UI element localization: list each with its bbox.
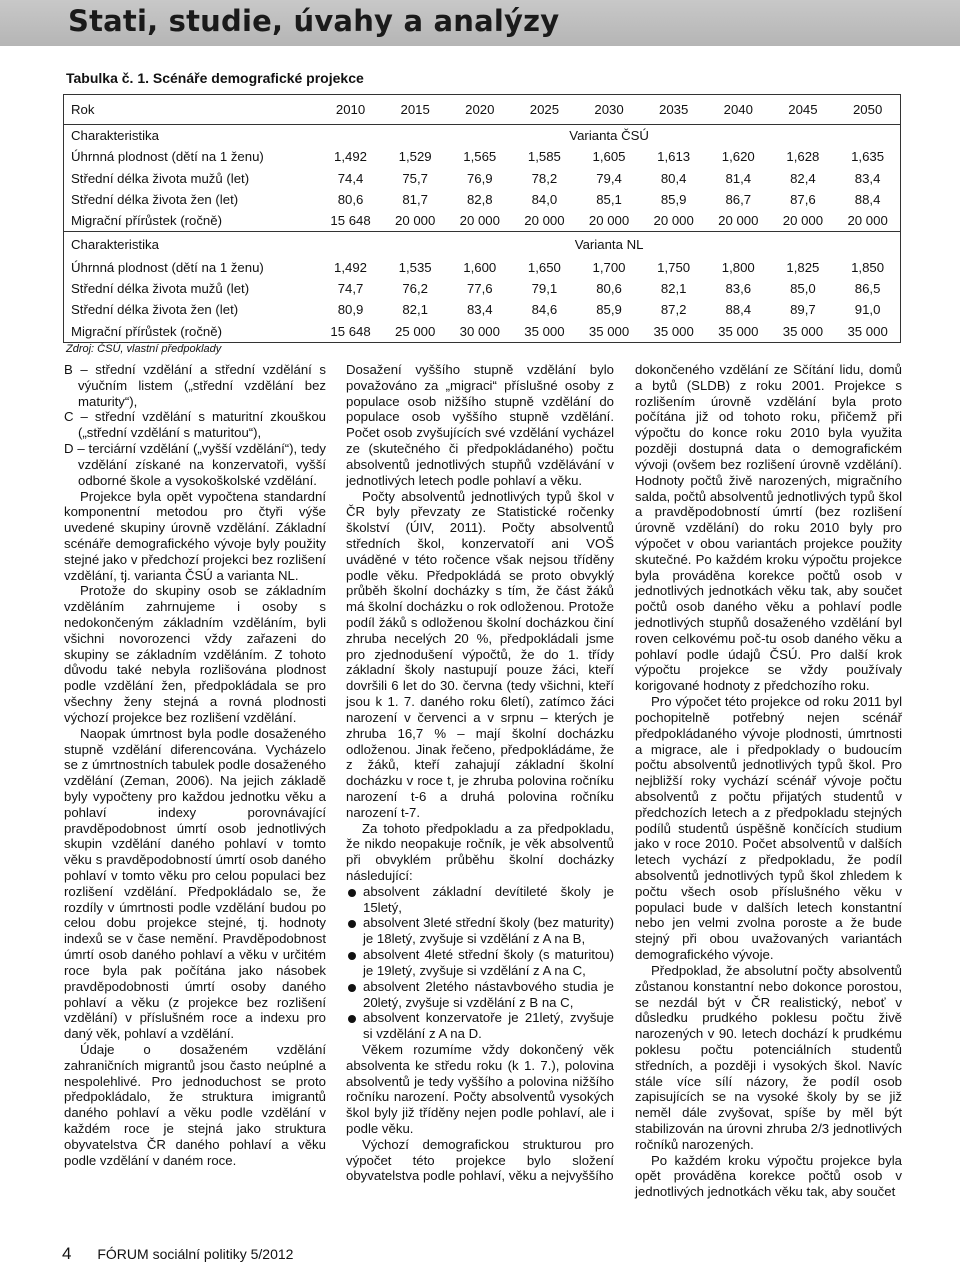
paragraph: Údaje o dosaženém vzdělání zahraničních migrantů jsou často neúplné a nespolehlivé. Pro jednoduchost se proto předpokládalo, že struktura imigrantů daného pohlaví a věku podle vzdělání v každém roce je stejná jako struktura obyvatelstva ČR daného pohlaví a věku podle vzdělání v daném roce. (64, 1041, 326, 1168)
header-year: 2030 (577, 95, 642, 125)
table-cell: 82,4 (790, 170, 816, 186)
header-year: 2025 (512, 95, 577, 125)
table-cell: 1,850 (851, 259, 885, 275)
table-row (64, 146, 901, 167)
bullet-list (346, 884, 614, 1042)
table-cell: 85,1 (596, 192, 622, 208)
table-cell: 20 000 (588, 213, 630, 229)
table-cell: 91,0 (854, 302, 881, 318)
section-characteristic-label: Charakteristika (64, 232, 319, 257)
table-cell: 35 000 (718, 323, 759, 339)
paragraph: Projekce byla opět vypočtena standardní komponentní metodou pro čtyři výše uvedené skupiny úrovně vzdělání. Základní scénáře demografického vývoje byly použity stejné jako v předchozí projekci bez rozlišení vzdělání, tj. varianta ČSÚ a varianta NL. (64, 488, 326, 583)
table-cell: 74,7 (337, 280, 364, 296)
table-cell: 35 000 (782, 323, 824, 339)
table-cell: 1,605 (592, 149, 626, 165)
table-cell: 20 000 (394, 213, 436, 229)
table-cell: 79,1 (531, 280, 558, 296)
paragraph: Výchozí demografickou strukturou pro výpočet této projekce bylo složení obyvatelstva podle pohlaví, věku a nejvyššího (346, 1136, 614, 1184)
table-cell: 1,492 (334, 259, 368, 275)
table-cell: 87,6 (790, 192, 816, 208)
paragraph: Naopak úmrtnost byla podle dosaženého stupně vzdělání diferencována. Vycházelo se z úmrtnostních tabulek podle dosaženého vzdělání (Zeman, 2006). Na jejich základě byly vypočteny pro každou jednotku věku a pohlaví indexy porovnávající pravděpodobnost úmrtí osob jednotlivých skupin vzdělání daného pohlaví v tomto věku s pravděpodobností úmrtí osob daného pohlaví v tomto věku pro celou populaci bez rozlišení vzdělání. Předpokládalo se, že rozdíly v úmrtnosti podle vzdělání budou po celou dobu projekce stejné, tj. hodnoty indexů se v čase nemění. Pravděpodobnost úmrtí osob daného pohlaví a věku v určitém roce byla pak počítána jako násobek pravděpodobnosti úmrtí osoby daného pohlaví a věku (z projekce bez rozlišení vzdělání) v příslušném roce a indexu pro daný věk, pohlaví a vzdělání. (64, 725, 326, 1042)
table-cell: 81,7 (402, 192, 428, 208)
header-year: 2035 (641, 95, 706, 125)
table-cell: 1,825 (786, 259, 820, 275)
table-cell: 1,565 (463, 149, 497, 165)
paragraph: Po každém kroku výpočtu projekce byla opět prováděna korekce počtů osob v jednotlivých jednotkách věku tak, aby součet (635, 1152, 902, 1200)
table-row (64, 320, 901, 342)
table-cell: 35 000 (588, 323, 630, 339)
table-cell: 85,9 (660, 192, 687, 208)
definition-item: D – terciární vzdělání („vyšší vzdělání“), tedy vzdělání získané na konzervatoři, vyšší odborné škole a vysokoškolské vzdělání. (64, 441, 326, 488)
table-row (64, 278, 901, 299)
section-header-row (64, 232, 901, 257)
paragraph: Předpoklad, že absolutní počty absolventů zůstanou konstantní nebo dokonce porostou, se nezdál být v ČR realistický, neboť v důsledku prudkého poklesu počtu živě narozených v 90. letech dochází k prudkému poklesu počtu potenciálních studentů středních, a později i vysokých škol. Navíc stále více sílí názory, že podíl osob zapisujících se na vysoké školy by se již neměl dále zvyšovat, spíše by měl být stabilizován na úrovni zhruba 2/3 jednotlivých ročníků narozených. (635, 962, 902, 1152)
table-cell: 87,2 (660, 302, 687, 318)
table-row (64, 210, 901, 232)
table-cell: 1,613 (657, 149, 691, 165)
section-variant-label: Varianta ČSÚ (569, 128, 649, 144)
table-cell: 20 000 (459, 213, 500, 229)
paragraph: Počty absolventů jednotlivých typů škol v ČR byly převzaty ze Statistické ročenky školství (ÚIV, 2011). Počty absolventů středních škol, konzervatoří ani VOŠ uváděné v této ročence však nejsou tříděny podle věku. Předpokládá se proto obvyklý průběh školní docházky s tím, že část žáků má školní docházku o rok odloženou. Protože podíl žáků s odloženou školní docházkou činí zhruba necelých 20 %, předpokládali jsme pro zjednodušení výpočtů, že do 1. třídy základní školy nastupují pouze žáci, kteří dovršili 6 let do 30. června (tedy všichni, kteří jsou k 1. 7. daného roku 6letí), zatímco žáci narození v červenci a v srpnu – kterých je zhruba 16,7 % – mají školní docházku odloženou. Jinak řečeno, předpokládáme, že z žáků, kteří zahajují základní školní docházku v roce t, je zhruba polovina ročníku narození t-6 a druhá polovina ročníku narození t-7. (346, 488, 614, 820)
table-cell: 20 000 (782, 213, 824, 229)
bullet-item: absolvent 4leté střední školy (s maturitou) je 19letý, zvyšuje si vzdělání z A na C, (346, 947, 614, 979)
table-cell: 83,4 (854, 170, 881, 186)
table-header-row (64, 95, 901, 125)
page-footer (62, 1244, 293, 1264)
table-row (64, 189, 901, 210)
paragraph: Za tohoto předpokladu a za předpokladu, že nikdo neopakuje ročník, je věk absolventů při obvyklém průběhu školní docházky následující: (346, 820, 614, 883)
table-cell: 1,650 (527, 259, 561, 275)
table-cell: 15 648 (330, 213, 371, 229)
section-variant-label: Varianta NL (318, 232, 900, 257)
table-cell: 83,4 (466, 302, 493, 318)
table-cell: 80,6 (596, 280, 622, 296)
table-cell: 76,9 (466, 170, 493, 186)
table-cell: 1,635 (851, 149, 885, 165)
table-cell: 82,1 (660, 280, 687, 296)
section-title: Stati, studie, úvahy a analýzy (68, 4, 560, 38)
table-cell: 82,1 (402, 302, 428, 318)
header-year: 2020 (447, 95, 512, 125)
table-cell: 25 000 (394, 323, 436, 339)
table-cell: 81,4 (725, 170, 752, 186)
paragraph: Pro výpočet této projekce od roku 2011 byl pochopitelně potřebný nejen scénář předpokládaného vývoje plodnosti, úmrtnosti a migrace, ale i předpoklady o budoucím počtu absolventů jednotlivých typů škol. Pro nejbližší roky vychází scénář vývoje počtu absolventů z počtu přijatých studentů v předchozích letech a z předpokladu stejných podílů studentů úspěšně končících studium jako v roce 2010. Počet absolventů v dalších letech vychází z předpokladu, že podíl absolventů jednotlivých typů škol zhledem k počtu všech osob příslušného věku v populaci bude v dalších letech konstantní nebo jen velmi zvolna poroste a že bude stejný při obou uvažovaných variantách demografického vývoje. (635, 694, 902, 963)
row-label: Střední délka života žen (let) (71, 302, 239, 318)
table-cell: 35 000 (847, 323, 888, 339)
table-cell: 35 000 (653, 323, 694, 339)
table-row (64, 299, 901, 320)
table-source: Zdroj: ČSÚ, vlastní předpoklady (66, 343, 222, 355)
section-characteristic-label: Charakteristika (71, 128, 159, 144)
bullet-item: absolvent konzervatoře je 21letý, zvyšuje si vzdělání z A na D. (346, 1010, 614, 1042)
definition-item: B – střední vzdělání a střední vzdělání s výučním listem („střední vzdělání bez maturity“), (64, 362, 326, 409)
header-year: 2040 (706, 95, 771, 125)
table-cell: 1,700 (592, 259, 626, 275)
table-row (64, 256, 901, 277)
table-cell: 1,585 (527, 149, 561, 165)
header-year: 2015 (383, 95, 448, 125)
row-label: Úhrnná plodnost (dětí na 1 ženu) (71, 149, 264, 165)
row-label: Migrační přírůstek (ročně) (71, 323, 222, 339)
row-label: Střední délka života mužů (let) (71, 170, 250, 186)
table-cell: 1,535 (398, 259, 432, 275)
text-column-1 (64, 362, 326, 1168)
row-label: Střední délka života žen (let) (71, 192, 239, 208)
header-year: 2045 (771, 95, 836, 125)
table-cell: 80,9 (337, 302, 364, 318)
projection-table (63, 94, 901, 343)
table-cell: 20 000 (847, 213, 888, 229)
text-column-3 (635, 362, 902, 1200)
table-cell: 78,2 (531, 170, 558, 186)
table-cell: 20 000 (524, 213, 565, 229)
table-cell: 75,7 (402, 170, 428, 186)
row-label: Migrační přírůstek (ročně) (71, 213, 222, 229)
table-caption (66, 70, 364, 86)
table-cell: 1,600 (463, 259, 497, 275)
table-cell: 76,2 (402, 280, 428, 296)
paragraph: Věkem rozumíme vždy dokončený věk absolventa ke středu roku (k 1. 7.), polovina absolventů je tedy vyššího a polovina nižšího ročníku narození. Počty absolventů vysokých škol byly již tříděny nejen podle pohlaví, ale i podle věku. (346, 1041, 614, 1136)
table-cell: 86,5 (854, 280, 881, 296)
table-cell: 1,800 (721, 259, 755, 275)
bullet-item: absolvent 2letého nástavbového studia je 20letý, zvyšuje si vzdělání z B na C, (346, 979, 614, 1011)
table-cell: 1,529 (398, 149, 432, 165)
table-cell: 80,4 (660, 170, 687, 186)
table-cell: 82,8 (466, 192, 493, 208)
header-year: 2010 (318, 95, 383, 125)
table-cell: 79,4 (596, 170, 622, 186)
table-cell: 1,620 (721, 149, 755, 165)
section-banner (0, 0, 960, 46)
section-header-row (64, 125, 901, 147)
table-cell: 89,7 (790, 302, 816, 318)
bullet-item: absolvent 3leté střední školy (bez maturity) je 18letý, zvyšuje si vzdělání z A na B, (346, 915, 614, 947)
journal-name: FÓRUM sociální politiky 5/2012 (97, 1246, 294, 1262)
table-cell: 1,628 (786, 149, 820, 165)
table-cell: 86,7 (725, 192, 752, 208)
paragraph: Dosažení vyššího stupně vzdělání bylo považováno za „migraci“ příslušné osoby z populace osob nižšího stupně vzdělání do populace osob vyššího stupně vzdělání. Počet osob zvyšujících své vzdělání vycházel ze (skutečného či předpokládaného) počtu absolventů jednotlivých stupňů vzdělávání v jednotlivých letech podle pohlaví a věku. (346, 362, 614, 488)
table-caption-label: Tabulka č. 1. (66, 70, 149, 86)
table-cell: 15 648 (330, 323, 371, 339)
bullet-item: absolvent základní devítileté školy je 15letý, (346, 884, 614, 916)
table-cell: 30 000 (459, 323, 500, 339)
paragraph: dokončeného vzdělání ze Sčítání lidu, domů a bytů (SLDB) z roku 2001. Projekce s rozlišením úrovně vzdělání byla proto počítána již od tohoto roku, přičemž při výpočtu do konce roku 2010 byla využita později dostupná data o demografickém vývoji (ovšem bez rozlišení úrovně vzdělání). Hodnoty počtů živě narozených, migračního salda, počtů absolventů jednotlivých typů škol a pravděpodobností úmrtí (bez rozlišení úrovně vzdělání) do roku 2010 byly pro výpočet v obou variantách projekce použity skutečné. Po každém kroku výpočtu projekce byla prováděna korekce počtů osob v jednotlivých jednotkách věku tak, aby součet počtů osob daného věku a pohlaví podle jednotlivých stupňů dosaženého vzdělání byl roven celkovému poč-tu osob daného věku a pohlaví podle údajů ČSÚ. Pro další krok výpočtu projekce se vždy používaly korigované hodnoty z předchozího roku. (635, 362, 902, 694)
table-cell: 20 000 (653, 213, 694, 229)
table-cell: 83,6 (725, 280, 752, 296)
table-row (64, 168, 901, 189)
table-cell: 88,4 (725, 302, 752, 318)
page-number: 4 (62, 1244, 72, 1263)
table-cell: 88,4 (854, 192, 881, 208)
table-cell: 85,0 (790, 280, 816, 296)
table-cell: 35 000 (524, 323, 565, 339)
table-cell: 1,750 (657, 259, 691, 275)
table-cell: 84,6 (531, 302, 558, 318)
row-label: Úhrnná plodnost (dětí na 1 ženu) (71, 259, 264, 275)
table-cell: 84,0 (531, 192, 558, 208)
table-cell: 1,492 (334, 149, 368, 165)
definition-item: C – střední vzdělání s maturitní zkouškou („střední vzdělání s maturitou“), (64, 409, 326, 441)
table-cell: 20 000 (718, 213, 759, 229)
table-cell: 74,4 (337, 170, 364, 186)
header-year: 2050 (835, 95, 900, 125)
table-cell: 77,6 (466, 280, 493, 296)
header-year-label: Rok (64, 95, 319, 125)
table-cell: 80,6 (337, 192, 364, 208)
row-label: Střední délka života mužů (let) (71, 280, 250, 296)
table-cell: 85,9 (596, 302, 622, 318)
text-column-2 (346, 362, 614, 1184)
paragraph: Protože do skupiny osob se základním vzděláním zahrnujeme i osoby s nedokončeným základním vzděláním, byli všichni novorozenci vždy zařazeni do skupiny se základním vzděláním. Z tohoto důvodu také nebyla rozlišována plodnost podle vzdělání žen, předpokládala se pro všechny ženy stejná a rovná plodnosti výchozí projekce bez rozlišení vzdělání. (64, 583, 326, 725)
table-caption-title: Scénáře demografické projekce (152, 70, 364, 86)
